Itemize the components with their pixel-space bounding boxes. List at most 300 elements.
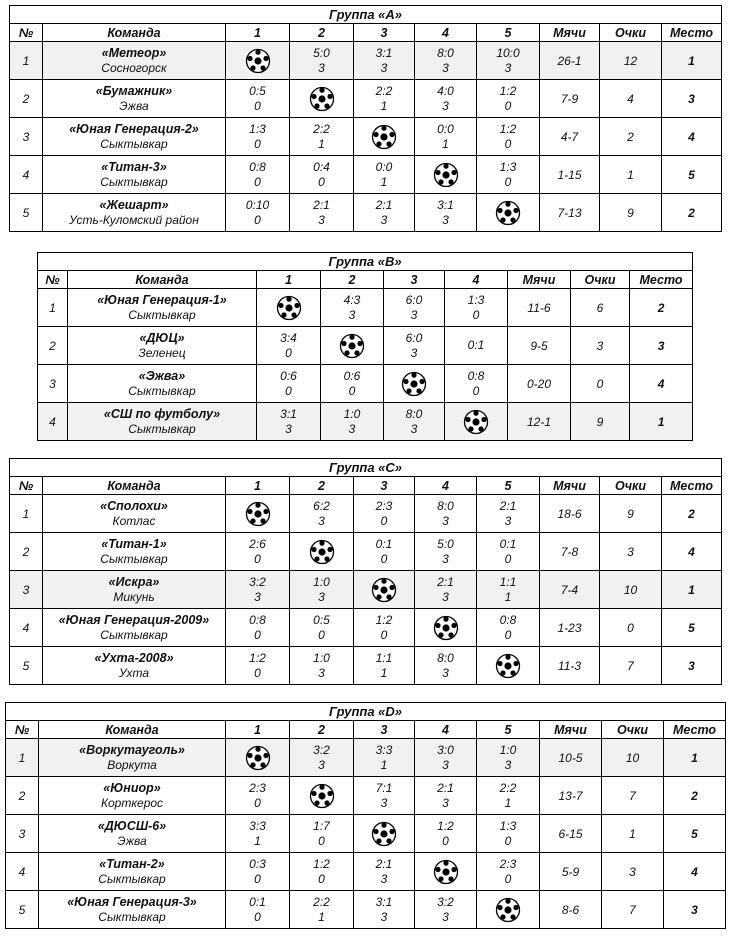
team-name: «Сполохи» xyxy=(100,498,168,513)
header-place: Место xyxy=(664,721,726,739)
match-score: 2:3 xyxy=(499,856,517,871)
match-score: 0:4 xyxy=(313,159,330,174)
self-match-cell xyxy=(445,403,508,441)
match-score: 3:1 xyxy=(375,894,393,909)
points-value: 2 xyxy=(600,118,662,156)
team-cell xyxy=(43,194,226,232)
match-score: 1:1 xyxy=(375,650,393,665)
match-result-cell xyxy=(477,609,540,647)
match-points: 3 xyxy=(318,60,325,75)
team-city: Сыктывкар xyxy=(98,909,166,924)
match-score: 0:10 xyxy=(245,197,270,212)
match-score: 1:0 xyxy=(343,406,361,421)
team-city: Сыктывкар xyxy=(100,551,168,566)
team-cell xyxy=(43,533,226,571)
place-value: 1 xyxy=(664,739,726,777)
match-points: 3 xyxy=(442,909,449,924)
match-points: 0 xyxy=(318,627,325,642)
team-name: «Юная Генерация-1» xyxy=(97,292,227,307)
match-score: 3:2 xyxy=(313,742,330,757)
match-score: 1:0 xyxy=(499,742,517,757)
group-table xyxy=(9,5,722,232)
self-match-cell xyxy=(226,495,290,533)
place-value: 1 xyxy=(662,571,722,609)
match-score: 0:6 xyxy=(280,368,297,383)
match-result-cell xyxy=(257,365,321,403)
header-team: Команда xyxy=(68,271,257,289)
match-score: 3:1 xyxy=(437,197,454,212)
team-cell xyxy=(39,853,226,891)
match-points: 1 xyxy=(380,665,388,680)
group-title: Группа «C» xyxy=(10,459,722,477)
group-table xyxy=(9,458,722,685)
place-value: 5 xyxy=(662,609,722,647)
match-points: 3 xyxy=(442,60,449,75)
team-name: «Юная Генерация-2» xyxy=(69,121,199,136)
header-opponent-2: 2 xyxy=(290,477,354,495)
match-result-cell xyxy=(445,327,508,365)
match-points: 1 xyxy=(318,136,325,151)
match-points: 1 xyxy=(380,174,388,189)
group-table xyxy=(37,252,693,441)
team-name: «СШ по футболу» xyxy=(103,406,221,421)
match-score: 2:2 xyxy=(313,894,330,909)
match-score: 0:1 xyxy=(249,894,266,909)
header-points: Очки xyxy=(571,271,630,289)
place-value: 3 xyxy=(630,327,693,365)
place-value: 3 xyxy=(662,647,722,685)
match-result-cell xyxy=(477,739,540,777)
match-result-cell xyxy=(226,80,290,118)
soccer-ball-icon xyxy=(463,409,489,435)
match-result-cell xyxy=(290,739,354,777)
match-score: 2:1 xyxy=(313,197,330,212)
match-points: 0 xyxy=(472,383,480,398)
match-points: 0 xyxy=(504,871,512,886)
match-points: 3 xyxy=(442,757,449,772)
points-value: 4 xyxy=(600,80,662,118)
goals-value: 12-1 xyxy=(508,403,571,441)
match-result-cell xyxy=(477,853,540,891)
match-points: 0 xyxy=(254,136,261,151)
match-result-cell xyxy=(477,495,540,533)
match-points: 3 xyxy=(318,513,325,528)
goals-value: 4-7 xyxy=(540,118,600,156)
row-number: 5 xyxy=(10,647,43,685)
match-points: 0 xyxy=(504,98,512,113)
header-row xyxy=(10,24,722,42)
match-score: 0:1 xyxy=(467,338,485,352)
match-result-cell xyxy=(290,647,354,685)
team-city: Сыктывкар xyxy=(128,383,196,398)
self-match-cell xyxy=(477,647,540,685)
table-row xyxy=(10,533,722,571)
team-name: «Искра» xyxy=(108,574,160,589)
self-match-cell xyxy=(257,289,321,327)
header-place: Место xyxy=(662,477,722,495)
match-result-cell xyxy=(354,609,415,647)
match-result-cell xyxy=(290,194,354,232)
match-points: 0 xyxy=(380,551,388,566)
match-result-cell xyxy=(445,289,508,327)
match-points: 3 xyxy=(442,513,449,528)
match-score: 1:1 xyxy=(499,574,517,589)
match-result-cell xyxy=(384,403,445,441)
match-result-cell xyxy=(477,156,540,194)
header-opponent-3: 3 xyxy=(354,721,415,739)
soccer-ball-icon xyxy=(371,577,397,603)
row-number: 4 xyxy=(10,609,43,647)
match-score: 0:8 xyxy=(249,159,266,174)
match-result-cell xyxy=(384,289,445,327)
match-points: 1 xyxy=(504,589,512,604)
row-number: 3 xyxy=(10,571,43,609)
team-name: «Титан-2» xyxy=(99,856,165,871)
match-result-cell xyxy=(477,815,540,853)
team-cell xyxy=(43,647,226,685)
goals-value: 5-9 xyxy=(540,853,602,891)
match-points: 3 xyxy=(504,757,512,772)
team-city: Сыктывкар xyxy=(100,136,168,151)
match-score: 3:0 xyxy=(437,742,454,757)
soccer-ball-icon xyxy=(433,162,459,188)
match-points: 0 xyxy=(254,665,261,680)
self-match-cell xyxy=(415,156,477,194)
team-name: «Бумажник» xyxy=(95,83,173,98)
goals-value: 9-5 xyxy=(508,327,571,365)
team-name: «Титан-1» xyxy=(101,536,167,551)
match-result-cell xyxy=(445,365,508,403)
points-value: 9 xyxy=(600,194,662,232)
match-result-cell xyxy=(257,327,321,365)
points-value: 7 xyxy=(600,647,662,685)
header-row xyxy=(6,721,726,739)
row-number: 1 xyxy=(10,495,43,533)
match-result-cell xyxy=(321,403,384,441)
row-number: 2 xyxy=(6,777,39,815)
match-result-cell xyxy=(226,777,290,815)
self-match-cell xyxy=(290,80,354,118)
place-value: 4 xyxy=(662,118,722,156)
self-match-cell xyxy=(477,891,540,929)
team-name: «ДЮЦ» xyxy=(139,330,185,345)
match-points: 0 xyxy=(285,345,292,360)
header-opponent-1: 1 xyxy=(257,271,321,289)
match-points: 3 xyxy=(442,795,449,810)
match-result-cell xyxy=(226,853,290,891)
header-goals: Мячи xyxy=(540,477,600,495)
match-score: 0:8 xyxy=(467,368,485,383)
group-title-row xyxy=(6,703,726,721)
match-points: 0 xyxy=(254,98,261,113)
match-points: 0 xyxy=(380,513,388,528)
place-value: 1 xyxy=(662,42,722,80)
team-cell xyxy=(43,42,226,80)
soccer-ball-icon xyxy=(433,615,459,641)
match-score: 8:0 xyxy=(437,498,454,513)
header-goals: Мячи xyxy=(540,24,600,42)
match-points: 3 xyxy=(254,589,261,604)
team-cell xyxy=(43,118,226,156)
match-points: 3 xyxy=(410,307,418,322)
match-score: 2:2 xyxy=(375,83,393,98)
goals-value: 8-6 xyxy=(540,891,602,929)
header-opponent-1: 1 xyxy=(226,721,290,739)
team-name: «Жешарт» xyxy=(99,197,169,212)
place-value: 5 xyxy=(662,156,722,194)
match-points: 1 xyxy=(442,136,449,151)
header-num: № xyxy=(10,477,43,495)
match-score: 2:1 xyxy=(375,197,393,212)
table-row xyxy=(6,739,726,777)
match-result-cell xyxy=(226,647,290,685)
match-points: 3 xyxy=(348,421,356,436)
points-value: 3 xyxy=(571,327,630,365)
header-opponent-4: 4 xyxy=(415,477,477,495)
match-result-cell xyxy=(226,533,290,571)
match-result-cell xyxy=(226,194,290,232)
match-result-cell xyxy=(354,739,415,777)
table-row xyxy=(10,194,722,232)
match-points: 0 xyxy=(472,307,480,322)
goals-value: 1-23 xyxy=(540,609,600,647)
match-result-cell xyxy=(415,118,477,156)
table-row xyxy=(10,42,722,80)
match-score: 2:1 xyxy=(375,856,393,871)
match-points: 3 xyxy=(442,212,449,227)
match-points: 0 xyxy=(504,627,512,642)
points-value: 9 xyxy=(571,403,630,441)
match-score: 6:2 xyxy=(313,498,330,513)
match-score: 1:3 xyxy=(499,159,517,174)
match-points: 0 xyxy=(504,833,512,848)
self-match-cell xyxy=(226,739,290,777)
match-result-cell xyxy=(226,891,290,929)
header-num: № xyxy=(10,24,43,42)
place-value: 4 xyxy=(662,533,722,571)
match-points: 0 xyxy=(380,627,388,642)
match-result-cell xyxy=(354,495,415,533)
team-city: Сыктывкар xyxy=(100,174,168,189)
team-city: Сосногорск xyxy=(101,60,167,75)
points-value: 9 xyxy=(600,495,662,533)
match-points: 3 xyxy=(504,513,512,528)
match-result-cell xyxy=(290,156,354,194)
match-score: 2:2 xyxy=(313,121,330,136)
goals-value: 7-4 xyxy=(540,571,600,609)
table-row xyxy=(6,891,726,929)
goals-value: 11-3 xyxy=(540,647,600,685)
match-score: 0:3 xyxy=(249,856,266,871)
table-row xyxy=(10,647,722,685)
team-city: Сыктывкар xyxy=(128,307,196,322)
team-city: Котлас xyxy=(112,513,156,528)
header-opponent-2: 2 xyxy=(321,271,384,289)
match-points: 3 xyxy=(410,421,418,436)
match-points: 0 xyxy=(318,871,325,886)
header-opponent-4: 4 xyxy=(415,721,477,739)
match-points: 0 xyxy=(254,909,261,924)
goals-value: 6-15 xyxy=(540,815,602,853)
match-points: 0 xyxy=(285,383,292,398)
header-place: Место xyxy=(662,24,722,42)
match-result-cell xyxy=(477,533,540,571)
match-result-cell xyxy=(290,609,354,647)
match-result-cell xyxy=(477,80,540,118)
match-result-cell xyxy=(415,891,477,929)
match-result-cell xyxy=(477,571,540,609)
table-row xyxy=(10,609,722,647)
goals-value: 7-8 xyxy=(540,533,600,571)
self-match-cell xyxy=(384,365,445,403)
header-goals: Мячи xyxy=(508,271,571,289)
match-result-cell xyxy=(354,853,415,891)
match-result-cell xyxy=(415,194,477,232)
team-cell xyxy=(68,289,257,327)
soccer-ball-icon xyxy=(371,821,397,847)
header-opponent-2: 2 xyxy=(290,721,354,739)
match-result-cell xyxy=(384,327,445,365)
team-city: Сыктывкар xyxy=(98,871,166,886)
table-row xyxy=(6,815,726,853)
match-result-cell xyxy=(226,815,290,853)
points-value: 10 xyxy=(602,739,664,777)
soccer-ball-icon xyxy=(495,897,521,923)
match-points: 3 xyxy=(380,212,388,227)
match-score: 0:6 xyxy=(343,368,361,383)
match-points: 0 xyxy=(318,833,325,848)
header-opponent-3: 3 xyxy=(354,477,415,495)
points-value: 1 xyxy=(602,815,664,853)
soccer-ball-icon xyxy=(339,333,365,359)
match-points: 3 xyxy=(380,871,388,886)
match-result-cell xyxy=(477,118,540,156)
row-number: 2 xyxy=(38,327,68,365)
match-result-cell xyxy=(415,42,477,80)
match-points: 3 xyxy=(380,60,388,75)
team-name: «Юная Генерация-3» xyxy=(67,894,197,909)
team-cell xyxy=(39,739,226,777)
match-points: 3 xyxy=(442,98,449,113)
header-opponent-1: 1 xyxy=(226,477,290,495)
match-points: 3 xyxy=(318,589,325,604)
match-score: 1:3 xyxy=(249,121,266,136)
soccer-ball-icon xyxy=(401,371,427,397)
table-row xyxy=(6,853,726,891)
match-result-cell xyxy=(354,647,415,685)
table-row xyxy=(38,403,693,441)
match-score: 2:3 xyxy=(375,498,393,513)
match-result-cell xyxy=(321,289,384,327)
table-row xyxy=(10,156,722,194)
match-points: 3 xyxy=(318,212,325,227)
goals-value: 7-9 xyxy=(540,80,600,118)
match-points: 1 xyxy=(504,795,512,810)
match-points: 0 xyxy=(254,212,261,227)
match-points: 0 xyxy=(442,833,449,848)
table-row xyxy=(38,327,693,365)
team-city: Корткерос xyxy=(100,795,164,810)
match-points: 3 xyxy=(410,345,418,360)
table-row xyxy=(38,365,693,403)
match-result-cell xyxy=(415,777,477,815)
match-result-cell xyxy=(321,365,384,403)
match-result-cell xyxy=(477,42,540,80)
header-place: Место xyxy=(630,271,693,289)
team-cell xyxy=(43,495,226,533)
self-match-cell xyxy=(415,609,477,647)
team-city: Микунь xyxy=(113,589,155,604)
row-number: 2 xyxy=(10,80,43,118)
match-score: 0:0 xyxy=(437,121,454,136)
match-result-cell xyxy=(226,156,290,194)
match-score: 1:2 xyxy=(437,818,454,833)
row-number: 5 xyxy=(6,891,39,929)
place-value: 2 xyxy=(662,495,722,533)
soccer-ball-icon xyxy=(245,48,271,74)
team-cell xyxy=(43,609,226,647)
match-points: 3 xyxy=(442,551,449,566)
goals-value: 7-13 xyxy=(540,194,600,232)
place-value: 3 xyxy=(662,80,722,118)
soccer-ball-icon xyxy=(433,859,459,885)
group-title: Группа «A» xyxy=(10,6,722,24)
match-result-cell xyxy=(354,156,415,194)
goals-value: 1-15 xyxy=(540,156,600,194)
header-opponent-5: 5 xyxy=(477,477,540,495)
header-opponent-4: 4 xyxy=(445,271,508,289)
match-result-cell xyxy=(290,495,354,533)
match-score: 1:2 xyxy=(313,856,330,871)
goals-value: 11-6 xyxy=(508,289,571,327)
goals-value: 10-5 xyxy=(540,739,602,777)
place-value: 2 xyxy=(662,194,722,232)
match-result-cell xyxy=(290,891,354,929)
points-value: 12 xyxy=(600,42,662,80)
points-value: 3 xyxy=(602,853,664,891)
match-score: 10:0 xyxy=(496,45,520,60)
team-city: Воркута xyxy=(107,757,157,772)
group-title-row xyxy=(10,459,722,477)
match-points: 0 xyxy=(348,383,356,398)
match-score: 4:3 xyxy=(343,292,361,307)
match-score: 1:2 xyxy=(499,121,517,136)
match-points: 0 xyxy=(504,174,512,189)
row-number: 3 xyxy=(6,815,39,853)
team-cell xyxy=(39,891,226,929)
match-score: 1:3 xyxy=(467,292,485,307)
team-city: Усть-Куломский район xyxy=(69,212,199,227)
team-cell xyxy=(68,365,257,403)
team-cell xyxy=(39,815,226,853)
match-result-cell xyxy=(226,609,290,647)
header-team: Команда xyxy=(39,721,226,739)
match-result-cell xyxy=(290,853,354,891)
team-cell xyxy=(68,403,257,441)
table-row xyxy=(38,289,693,327)
match-score: 0:1 xyxy=(499,536,517,551)
match-result-cell xyxy=(415,533,477,571)
match-score: 1:0 xyxy=(313,574,330,589)
team-name: «Юная Генерация-2009» xyxy=(58,612,210,627)
points-value: 1 xyxy=(600,156,662,194)
match-points: 1 xyxy=(318,909,325,924)
header-num: № xyxy=(38,271,68,289)
goals-value: 18-6 xyxy=(540,495,600,533)
team-city: Ухта xyxy=(118,665,150,680)
row-number: 5 xyxy=(10,194,43,232)
group-title: Группа «D» xyxy=(6,703,726,721)
